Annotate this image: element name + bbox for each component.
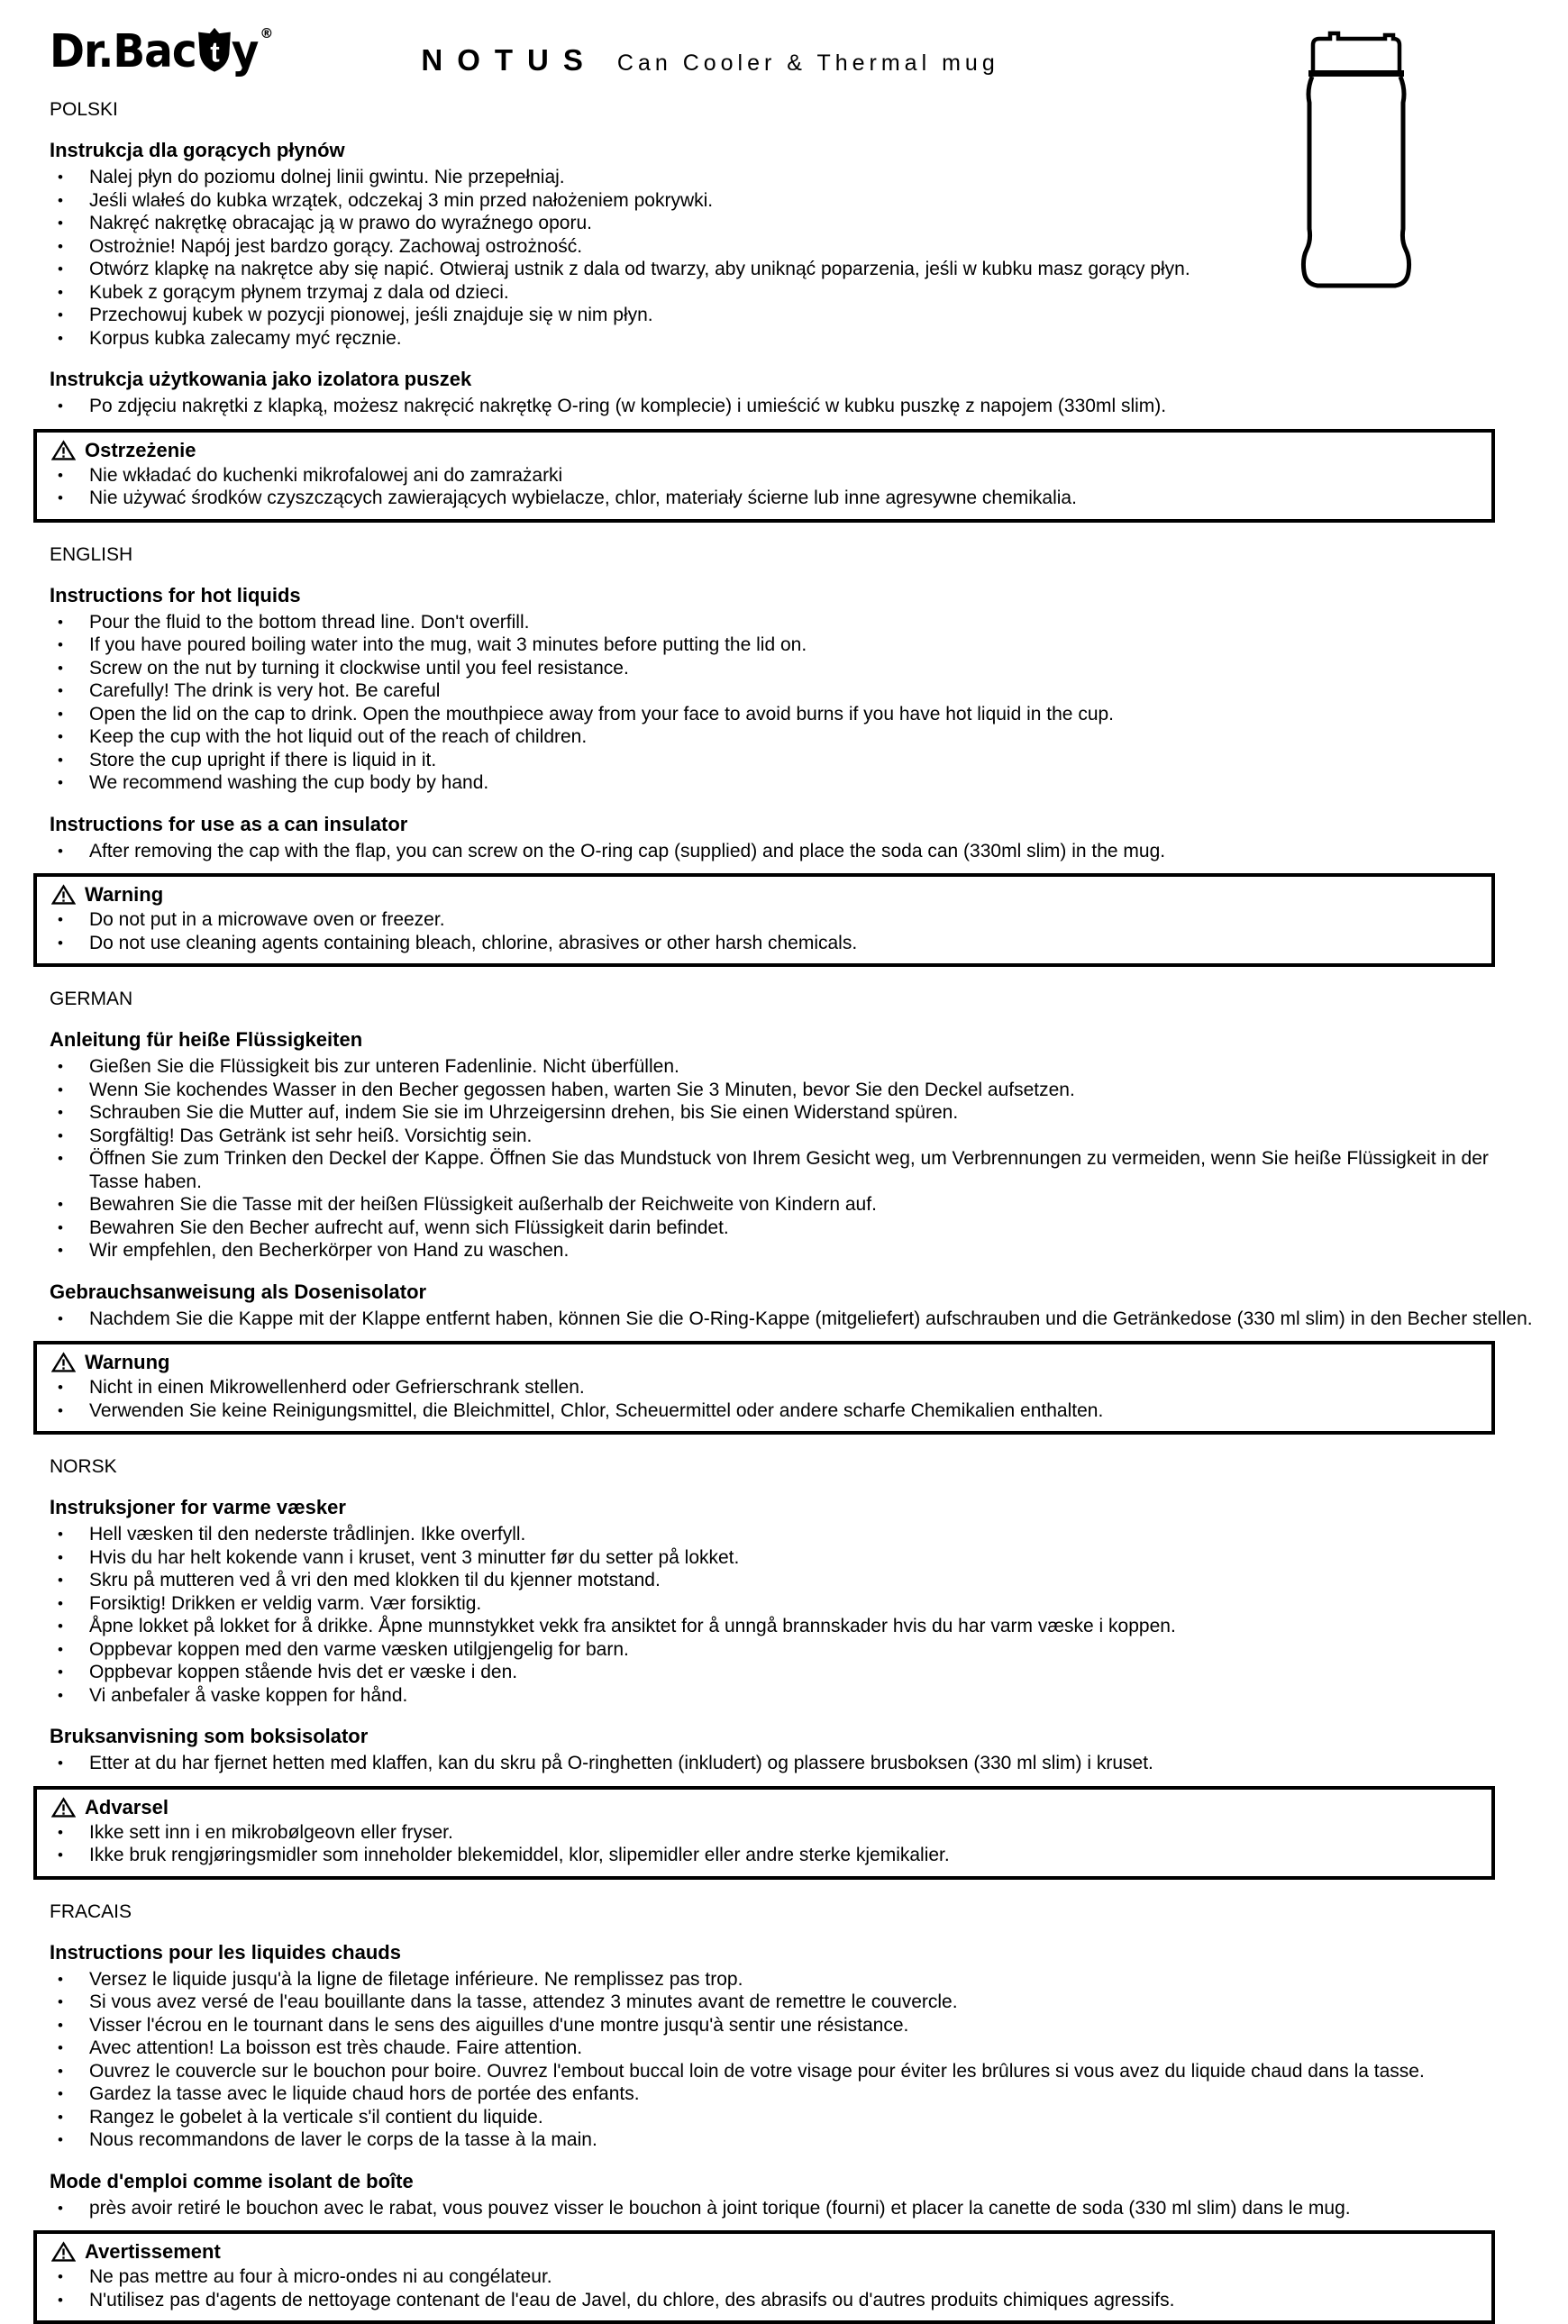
warning-item: • Do not use cleaning agents containing bleach, chlorine, abrasives or other harsh chemicals.: [51, 932, 1477, 955]
warning-box: [33, 1341, 1495, 1435]
instruction-item: • Vi anbefaler å vaske koppen for hånd.: [50, 1684, 1534, 1708]
warning-list: [51, 464, 1477, 510]
warning-title-row: [51, 1351, 1477, 1374]
language-label: GERMAN: [50, 989, 1534, 1010]
instruction-item: • Nakręć nakrętkę obracając ją w prawo do wyraźnego oporu.: [50, 212, 1534, 235]
svg-text:t: t: [210, 36, 220, 68]
section-german: [50, 989, 1534, 1435]
hot-liquids-heading: Anleitung für heiße Flüssigkeiten: [50, 1029, 1534, 1051]
instruction-item: • Ouvrez le couvercle sur le bouchon pour boire. Ouvrez l'embout buccal loin de votre visage pour éviter les brûlures si vous avez du liquide chaud dans la tasse.: [50, 2060, 1534, 2083]
instruction-item: • Åpne lokket på lokket for å drikke. Åpne munnstykket vekk fra ansiktet for å unngå brannskader hvis du har varm væske i koppen.: [50, 1615, 1534, 1638]
can-insulator-list: [50, 1308, 1534, 1331]
section-english: [50, 544, 1534, 968]
instruction-item: • Oppbevar koppen med den varme væsken utilgjengelig for barn.: [50, 1638, 1534, 1662]
warning-icon: [51, 1797, 76, 1818]
can-insulator-list: [50, 1752, 1534, 1775]
warning-item: • Verwenden Sie keine Reinigungsmittel, die Bleichmittel, Chlor, Scheuermittel oder andere scharfe Chemikalien enthalten.: [51, 1399, 1477, 1423]
instruction-item: • We recommend washing the cup body by hand.: [50, 771, 1534, 795]
language-label: FRACAIS: [50, 1901, 1534, 1923]
instruction-item: • Gießen Sie die Flüssigkeit bis zur unteren Fadenlinie. Nicht überfüllen.: [50, 1055, 1534, 1079]
instruction-item: • Korpus kubka zalecamy myć ręcznie.: [50, 327, 1534, 351]
instruction-item: • Otwórz klapkę na nakrętce aby się napić. Otwieraj ustnik z dala od twarzy, aby uniknąć poparzenia, jeśli w kubku masz gorący płyn.: [50, 258, 1534, 281]
brand-text-suffix: y: [232, 29, 259, 75]
brand-logo: [50, 31, 272, 74]
can-insulator-list: [50, 2197, 1534, 2220]
instruction-item: • Store the cup upright if there is liquid in it.: [50, 749, 1534, 772]
warning-title: Warning: [85, 883, 163, 907]
warning-box: [33, 873, 1495, 967]
instruction-item: • Gardez la tasse avec le liquide chaud hors de portée des enfants.: [50, 2082, 1534, 2106]
warning-list: [51, 908, 1477, 954]
warning-title-row: [51, 439, 1477, 462]
instruction-item: • Bewahren Sie den Becher aufrecht auf, wenn sich Flüssigkeit darin befindet.: [50, 1217, 1534, 1240]
instruction-item: • Ostrożnie! Napój jest bardzo gorący. Zachowaj ostrożność.: [50, 235, 1534, 259]
warning-item: • Nie wkładać do kuchenki mikrofalowej ani do zamrażarki: [51, 464, 1477, 488]
instruction-item: • Sorgfältig! Das Getränk ist sehr heiß. Vorsichtig sein.: [50, 1125, 1534, 1148]
instruction-item: • Etter at du har fjernet hetten med klaffen, kan du skru på O-ringhetten (inkludert) og plassere brusboksen (330 ml slim) i kruset.: [50, 1752, 1534, 1775]
warning-title-row: [51, 1796, 1477, 1819]
instruction-item: • Skru på mutteren ved å vri den med klokken til du kjenner motstand.: [50, 1569, 1534, 1592]
warning-item: • Nie używać środków czyszczących zawierających wybielacze, chlor, materiały ścierne lub inne agresywne chemikalia.: [51, 487, 1477, 510]
language-label: ENGLISH: [50, 544, 1534, 566]
warning-list: [51, 1376, 1477, 1422]
warning-box: [33, 1786, 1495, 1880]
can-insulator-heading: Instructions for use as a can insulator: [50, 814, 1534, 835]
can-insulator-heading: Mode d'emploi comme isolant de boîte: [50, 2171, 1534, 2192]
hot-liquids-list: [50, 1968, 1534, 2152]
instruction-item: • Wenn Sie kochendes Wasser in den Becher gegossen haben, warten Sie 3 Minuten, bevor Sie den Deckel aufsetzen.: [50, 1079, 1534, 1102]
instruction-item: • Po zdjęciu nakrętki z klapką, możesz nakręcić nakrętkę O-ring (w komplecie) i umieścić w kubku puszkę z napojem (330ml slim).: [50, 395, 1534, 418]
instruction-item: • Screw on the nut by turning it clockwise until you feel resistance.: [50, 657, 1534, 680]
instruction-item: • Nalej płyn do poziomu dolnej linii gwintu. Nie przepełniaj.: [50, 166, 1534, 189]
product-title: [421, 43, 998, 77]
instruction-item: • Wir empfehlen, den Becherkörper von Hand zu waschen.: [50, 1239, 1534, 1262]
instruction-item: • Rangez le gobelet à la verticale s'il contient du liquide.: [50, 2106, 1534, 2129]
brand-text-prefix: Dr.Bac: [50, 29, 196, 75]
warning-title: Advarsel: [85, 1796, 169, 1819]
instruction-item: • Visser l'écrou en le tournant dans le sens des aiguilles d'une montre jusqu'à sentir une résistance.: [50, 2014, 1534, 2037]
instruction-item: • Oppbevar koppen stående hvis det er væske i den.: [50, 1661, 1534, 1684]
language-label: NORSK: [50, 1456, 1534, 1478]
hot-liquids-heading: Instrukcja dla gorących płynów: [50, 140, 1534, 161]
warning-list: [51, 1821, 1477, 1867]
shield-icon: [196, 25, 233, 74]
warning-title-row: [51, 2240, 1477, 2264]
warning-icon: [51, 1352, 76, 1373]
warning-item: • Ikke bruk rengjøringsmidler som inneholder blekemiddel, klor, slipemidler eller andre sterke kjemikalier.: [51, 1844, 1477, 1867]
warning-title: Ostrzeżenie: [85, 439, 196, 462]
instruction-item: • Nachdem Sie die Kappe mit der Klappe entfernt haben, können Sie die O-Ring-Kappe (mitgeliefert) aufschrauben und die Getränkedose (330 ml slim) in den Becher stellen.: [50, 1308, 1534, 1331]
instruction-item: • Schrauben Sie die Mutter auf, indem Sie sie im Uhrzeigersinn drehen, bis Sie einen Widerstand spüren.: [50, 1101, 1534, 1125]
instruction-item: • Open the lid on the cap to drink. Open the mouthpiece away from your face to avoid burns if you have hot liquid in the cup.: [50, 703, 1534, 726]
warning-item: • Ne pas mettre au four à micro-ondes ni au congélateur.: [51, 2265, 1477, 2289]
can-insulator-heading: Gebrauchsanweisung als Dosenisolator: [50, 1281, 1534, 1303]
warning-icon: [51, 2241, 76, 2263]
can-insulator-list: [50, 840, 1534, 863]
can-insulator-heading: Instrukcja użytkowania jako izolatora puszek: [50, 369, 1534, 390]
warning-box: [33, 2230, 1495, 2324]
instruction-item: • près avoir retiré le bouchon avec le rabat, vous pouvez visser le bouchon à joint torique (fourni) et placer la canette de soda (330 ml slim) dans le mug.: [50, 2197, 1534, 2220]
hot-liquids-heading: Instructions pour les liquides chauds: [50, 1942, 1534, 1964]
hot-liquids-heading: Instructions for hot liquids: [50, 585, 1534, 606]
instruction-item: • Öffnen Sie zum Trinken den Deckel der Kappe. Öffnen Sie das Mundstuck von Ihrem Gesicht weg, um Verbrennungen zu vermeiden, wenn Sie heiße Flüssigkeit in der Tasse haben.: [50, 1147, 1534, 1193]
instruction-item: • Hvis du har helt kokende vann i kruset, vent 3 minutter før du setter på lokket.: [50, 1546, 1534, 1570]
instruction-item: • If you have poured boiling water into the mug, wait 3 minutes before putting the lid on.: [50, 633, 1534, 657]
can-insulator-list: [50, 395, 1534, 418]
language-label: POLSKI: [50, 99, 1534, 121]
hot-liquids-list: [50, 1523, 1534, 1707]
hot-liquids-list: [50, 611, 1534, 795]
warning-item: • Do not put in a microwave oven or freezer.: [51, 908, 1477, 932]
instruction-item: • Hell væsken til den nederste trådlinjen. Ikke overfyll.: [50, 1523, 1534, 1546]
instruction-item: • Carefully! The drink is very hot. Be careful: [50, 679, 1534, 703]
product-subtitle: Can Cooler & Thermal mug: [617, 50, 999, 77]
warning-title: Avertissement: [85, 2240, 221, 2264]
instruction-item: • After removing the cap with the flap, you can screw on the O-ring cap (supplied) and place the soda can (330ml slim) in the mug.: [50, 840, 1534, 863]
warning-title: Warnung: [85, 1351, 170, 1374]
instruction-item: • Versez le liquide jusqu'à la ligne de filetage inférieure. Ne remplissez pas trop.: [50, 1968, 1534, 1991]
warning-item: • Nicht in einen Mikrowellenherd oder Gefrierschrank stellen.: [51, 1376, 1477, 1399]
registered-mark: ®: [260, 27, 272, 41]
product-name: NOTUS: [421, 43, 597, 77]
can-insulator-heading: Bruksanvisning som boksisolator: [50, 1726, 1534, 1747]
instruction-item: • Si vous avez versé de l'eau bouillante dans la tasse, attendez 3 minutes avant de remettre le couvercle.: [50, 1991, 1534, 2014]
warning-item: • N'utilisez pas d'agents de nettoyage contenant de l'eau de Javel, du chlore, des abrasifs ou d'autres produits chimiques agressifs.: [51, 2289, 1477, 2312]
instruction-item: • Forsiktig! Drikken er veldig varm. Vær forsiktig.: [50, 1592, 1534, 1616]
warning-icon: [51, 440, 76, 461]
warning-box: [33, 429, 1495, 523]
warning-title-row: [51, 883, 1477, 907]
hot-liquids-heading: Instruksjoner for varme væsker: [50, 1497, 1534, 1518]
section-norsk: [50, 1456, 1534, 1880]
instruction-item: • Nous recommandons de laver le corps de la tasse à la main.: [50, 2128, 1534, 2152]
warning-list: [51, 2265, 1477, 2311]
warning-item: • Ikke sett inn i en mikrobølgeovn eller fryser.: [51, 1821, 1477, 1845]
instruction-item: • Przechowuj kubek w pozycji pionowej, jeśli znajduje się w nim płyn.: [50, 304, 1534, 327]
hot-liquids-list: [50, 166, 1534, 350]
instruction-item: • Jeśli wlałeś do kubka wrzątek, odczekaj 3 min przed nałożeniem pokrywki.: [50, 189, 1534, 213]
instruction-item: • Keep the cup with the hot liquid out of the reach of children.: [50, 725, 1534, 749]
warning-icon: [51, 884, 76, 906]
instruction-item: • Bewahren Sie die Tasse mit der heißen Flüssigkeit außerhalb der Reichweite von Kindern auf.: [50, 1193, 1534, 1217]
instruction-item: • Pour the fluid to the bottom thread line. Don't overfill.: [50, 611, 1534, 634]
instruction-item: • Kubek z gorącym płynem trzymaj z dala od dzieci.: [50, 281, 1534, 305]
hot-liquids-list: [50, 1055, 1534, 1262]
instruction-item: • Avec attention! La boisson est très chaude. Faire attention.: [50, 2037, 1534, 2060]
section-francais: [50, 1901, 1534, 2324]
